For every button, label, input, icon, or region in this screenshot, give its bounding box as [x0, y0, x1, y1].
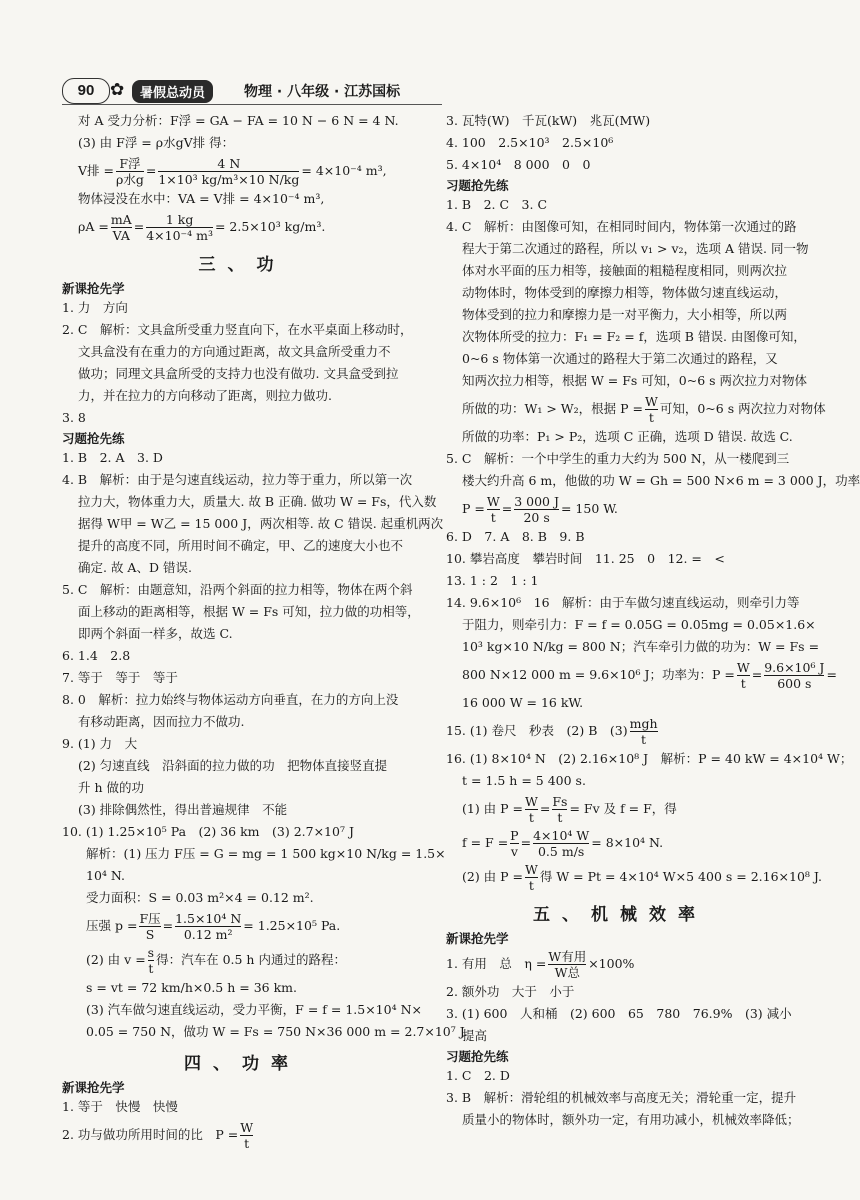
- answer-line: 3. 8: [62, 410, 86, 425]
- answer-line: 16 000 W = 16 kW.: [462, 695, 584, 710]
- answer-line: 4. B 解析：由于是匀速直线运动，拉力等于重力，所以第一次: [62, 472, 413, 487]
- answer-line: 质量小的物体时，额外功一定，有用功减小，机械效率降低；: [462, 1112, 800, 1127]
- answer-line: 做功；同理文具盒所受的支持力也没有做功. 文具盒受到拉: [78, 366, 399, 381]
- answer-line: 2. C 解析：文具盒所受重力竖直向下，在水平桌面上移动时，: [62, 322, 413, 337]
- equation: P = $\frac{W}{t}$ = $\frac{3 000 J}{20 s}$ = 150 W.: [462, 494, 618, 525]
- subsection-title: 习题抢先练: [446, 1049, 509, 1064]
- answer-line: 0~6 s 物体第一次通过的路程大于第二次通过的路程，又: [462, 351, 778, 366]
- subsection-title: 新课抢先学: [446, 931, 509, 946]
- equation: 2. 功与做功所用时间的比 P = $\frac{W}{t}$: [62, 1120, 254, 1151]
- section-title: 五、机械效率: [533, 905, 707, 925]
- answer-line: 所做的功率：P₁ > P₂，选项 C 正确，选项 D 错误. 故选 C.: [462, 429, 793, 444]
- text-line: (3) 由 F浮 = ρ水gV排 得：: [78, 135, 235, 150]
- section-title: 三、功: [198, 255, 286, 275]
- equation: (1) 由 P = $\frac{W}{t}$ = $\frac{Fs}{t}$ = Fv 及 f = F，得: [462, 794, 677, 825]
- answer-line: 4. C 解析：由图像可知，在相同时间内，物体第一次通过的路: [446, 219, 797, 234]
- equation: 1. 有用 总 η = $\frac{\text{W有用}}{\text{W总}}$ ×100%: [446, 949, 635, 980]
- right-column: [446, 110, 860, 1131]
- equation: 800 N×12 000 m = 9.6×10⁶ J；功率为：P = $\frac{W}{t}$ = $\frac{\text{9.6×10⁶ J}}{600 s}$ =: [462, 660, 837, 691]
- equation: f = F = $\frac{P}{v}$ = $\frac{\text{4×10⁴ W}}{0.5 m/s}$ = 8×10⁴ N.: [462, 828, 664, 859]
- equation: V排 = $\frac{\text{F浮}}{\text{ρ水g}}$ = $\frac{4 N}{\text{1×10³ kg/m³×10 N/kg}}$ = 4×10⁻⁴ m³,: [78, 156, 387, 187]
- answer-line: 10⁴ N.: [86, 868, 126, 883]
- equation: 所做的功：W₁ > W₂，根据 P = $\frac{W}{t}$ 可知，0~6 s 两次拉力对物体: [462, 394, 826, 425]
- answer-line: 体对水平面的压力相等，接触面的粗糙程度相同，则两次拉: [462, 263, 788, 278]
- answer-line: 有移动距离，因而拉力不做功.: [78, 714, 245, 729]
- answer-line: s = vt = 72 km/h×0.5 h = 36 km.: [86, 980, 297, 995]
- subsection-title: 习题抢先练: [62, 431, 125, 446]
- answer-line: 10. (1) 1.25×10⁵ Pa (2) 36 km (3) 2.7×10⁷ J: [62, 824, 354, 839]
- equation: ρA = $\frac{mA}{VA}$ = $\frac{1 kg}{\text{4×10⁻⁴ m³}}$ = 2.5×10³ kg/m³.: [78, 212, 326, 243]
- answer-line: 确定. 故 A、D 错误.: [78, 560, 192, 575]
- answer-line: 0.05 = 750 N，做功 W = Fs = 750 N×36 000 m = 2.7×10⁷ J.: [86, 1024, 468, 1039]
- page-header: [62, 78, 442, 104]
- answer-line: 解析：(1) 压力 F压 = G = mg = 1 500 kg×10 N/kg = 1.5×: [86, 846, 446, 861]
- brand-label: 暑假总动员: [132, 80, 213, 103]
- answer-line: 次物体所受的拉力：F₁ = F₂ = f，选项 B 错误. 由图像可知，: [462, 329, 806, 344]
- answer-line: 于阻力，则牵引力：F = f = 0.05G = 0.05mg = 0.05×1.6×: [462, 617, 816, 632]
- answer-line: 3. B 解析：滑轮组的机械效率与高度无关；滑轮重一定，提升: [446, 1090, 797, 1105]
- answer-line: 10. 攀岩高度 攀岩时间 11. 25 0 12. = <: [446, 551, 725, 566]
- header-divider: [62, 104, 442, 105]
- answer-line: 据得 W甲 = W乙 = 15 000 J，两次相等. 故 C 错误. 起重机两次: [78, 516, 444, 531]
- answer-line: 13. 1 : 2 1 : 1: [446, 573, 539, 588]
- answer-line: 力，并在拉力的方向移动了距离，则拉力做功.: [78, 388, 332, 403]
- subsection-title: 习题抢先练: [446, 178, 509, 193]
- text-line: 物体浸没在水中：VA = V排 = 4×10⁻⁴ m³,: [78, 191, 325, 206]
- text-line: 对 A 受力分析：F浮 = GA − FA = 10 N − 6 N = 4 N.: [78, 113, 399, 128]
- answer-line: 3. 瓦特(W) 千瓦(kW) 兆瓦(MW): [446, 113, 651, 128]
- answer-line: 即两个斜面一样多，故选 C.: [78, 626, 233, 641]
- left-column: [62, 110, 468, 1152]
- subsection-title: 新课抢先学: [62, 1080, 125, 1095]
- answer-line: 6. 1.4 2.8: [62, 648, 131, 663]
- answer-line: 提高: [462, 1028, 488, 1043]
- answer-line: (3) 汽车做匀速直线运动，受力平衡，F = f = 1.5×10⁴ N×: [86, 1002, 422, 1017]
- answer-line: 文具盒没有在重力的方向通过距离，故文具盒所受重力不: [78, 344, 391, 359]
- answer-line: 升 h 做的功: [78, 780, 144, 795]
- subsection-title: 新课抢先学: [62, 281, 125, 296]
- answer-line: 2. 额外功 大于 小于: [446, 984, 575, 999]
- answer-line: 拉力大，物体重力大，质量大. 故 B 正确. 做功 W = Fs，代入数: [78, 494, 437, 509]
- answer-line: t = 1.5 h = 5 400 s.: [462, 773, 586, 788]
- page-number: 90: [62, 78, 110, 104]
- answer-line: 1. C 2. D: [446, 1068, 510, 1083]
- answer-line: 1. 力 方向: [62, 300, 128, 315]
- answer-line: 8. 0 解析：拉力始终与物体运动方向垂直，在力的方向上没: [62, 692, 399, 707]
- answer-line: 知两次拉力相等，根据 W = Fs 可知，0~6 s 两次拉力对物体: [462, 373, 808, 388]
- answer-line: 楼大约升高 6 m，他做的功 W = Gh = 500 N×6 m = 3 000 J，功率: [462, 473, 860, 488]
- equation: (2) 由 P = $\frac{W}{t}$ 得 W = Pt = 4×10⁴ W×5 400 s = 2.16×10⁸ J.: [462, 862, 822, 893]
- answer-line: 1. 等于 快慢 快慢: [62, 1099, 178, 1114]
- answer-line: 5. C 解析：由题意知，沿两个斜面的拉力相等，物体在两个斜: [62, 582, 413, 597]
- equation: 15. (1) 卷尺 秒表 (2) B (3) $\frac{\text{mgh}}{t}$: [446, 716, 658, 747]
- answer-line: 5. C 解析：一个中学生的重力大约为 500 N，从一楼爬到三: [446, 451, 790, 466]
- answer-line: 4. 100 2.5×10³ 2.5×10⁶: [446, 135, 614, 150]
- answer-line: (3) 排除偶然性，得出普遍规律 不能: [78, 802, 288, 817]
- answer-line: 动物体时，物体受到的摩擦力相等，物体做匀速直线运动，: [462, 285, 788, 300]
- answer-line: 10³ kg×10 N/kg = 800 N；汽车牵引力做的功为：W = Fs =: [462, 639, 820, 654]
- answer-line: 物体受到的拉力和摩擦力是一对平衡力，大小相等，所以两: [462, 307, 788, 322]
- answer-line: 受力面积：S = 0.03 m²×4 = 0.12 m².: [86, 890, 314, 905]
- answer-line: 5. 4×10⁴ 8 000 0 0: [446, 157, 591, 172]
- answer-line: 6. D 7. A 8. B 9. B: [446, 529, 585, 544]
- answer-line: 1. B 2. C 3. C: [446, 197, 548, 212]
- answer-line: 7. 等于 等于 等于: [62, 670, 178, 685]
- section-title: 四、功率: [184, 1054, 300, 1074]
- equation: 压强 p = $\frac{\text{F压}}{S}$ = $\frac{\text{1.5×10⁴ N}}{\text{0.12 m²}}$ = 1.25×10⁵ Pa.: [86, 911, 341, 942]
- answer-line: 14. 9.6×10⁶ 16 解析：由于车做匀速直线运动，则牵引力等: [446, 595, 800, 610]
- answer-line: 提升的高度不同，所用时间不确定，甲、乙的速度大小也不: [78, 538, 404, 553]
- subject-label: 物理 · 八年级 · 江苏国标: [244, 84, 401, 100]
- answer-line: 3. (1) 600 人和桶 (2) 600 65 780 76.9% (3) 减小: [446, 1006, 792, 1021]
- mascot-icon: ✿: [110, 80, 125, 100]
- answer-line: 9. (1) 力 大: [62, 736, 138, 751]
- answer-line: 面上移动的距离相等，根据 W = Fs 可知，拉力做的功相等，: [78, 604, 420, 619]
- answer-line: (2) 匀速直线 沿斜面的拉力做的功 把物体直接竖直提: [78, 758, 388, 773]
- answer-line: 16. (1) 8×10⁴ N (2) 2.16×10⁸ J 解析：P = 40 kW = 4×10⁴ W；: [446, 751, 853, 766]
- answer-line: 1. B 2. A 3. D: [62, 450, 163, 465]
- answer-line: 程大于第二次通过的路程，所以 v₁ > v₂，选项 A 错误. 同一物: [462, 241, 809, 256]
- equation: (2) 由 v = $\frac{s}{t}$ 得：汽车在 0.5 h 内通过的路程：: [86, 945, 346, 976]
